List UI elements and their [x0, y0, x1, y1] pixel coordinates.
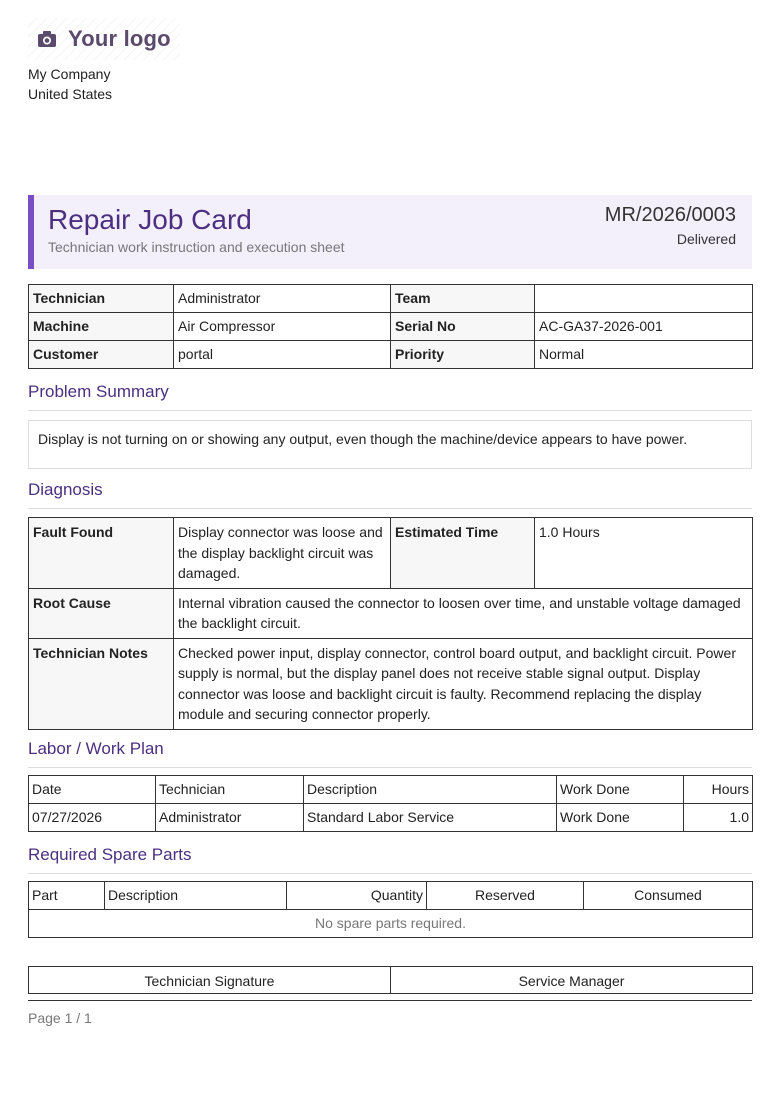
labor-heading: Labor / Work Plan [28, 739, 752, 768]
estimated-time-value: 1.0 Hours [535, 518, 753, 589]
labor-date: 07/27/2026 [29, 804, 156, 832]
info-table [28, 284, 753, 369]
technician-signature: Technician Signature [29, 967, 391, 994]
serial-label: Serial No [391, 313, 535, 341]
team-label: Team [391, 285, 535, 313]
table-header-row [29, 776, 753, 804]
column-header: Technician [156, 776, 304, 804]
column-header: Description [105, 882, 287, 910]
column-header: Description [304, 776, 557, 804]
root-cause-label: Root Cause [29, 588, 174, 638]
column-header: Hours [684, 776, 753, 804]
machine-label: Machine [29, 313, 174, 341]
customer-label: Customer [29, 341, 174, 369]
priority-label: Priority [391, 341, 535, 369]
technician-value: Administrator [174, 285, 391, 313]
logo-text: Your logo [68, 26, 171, 51]
document-title-box [28, 195, 752, 269]
problem-summary-heading: Problem Summary [28, 382, 752, 411]
table-header-row [29, 882, 753, 910]
column-header: Quantity [287, 882, 427, 910]
estimated-time-label: Estimated Time [391, 518, 535, 589]
camera-icon [36, 29, 64, 49]
column-header: Part [29, 882, 105, 910]
company-address [28, 64, 112, 104]
diagnosis-table [28, 517, 753, 730]
technician-notes-value: Checked power input, display connector, control board output, and backlight circuit. Power supply is normal, but the display panel does not receive stable signal output. Display connector was loose and backlight circuit is faulty. Recommend replacing the display module and securing connector properly. [174, 638, 753, 729]
company-name: My Company [28, 66, 111, 82]
machine-value: Air Compressor [174, 313, 391, 341]
table-row [29, 967, 753, 994]
column-header: Work Done [557, 776, 684, 804]
column-header: Reserved [427, 882, 584, 910]
serial-value: AC-GA37-2026-001 [535, 313, 753, 341]
diagnosis-heading: Diagnosis [28, 480, 752, 509]
labor-description: Standard Labor Service [304, 804, 557, 832]
team-value [535, 285, 753, 313]
column-header: Consumed [584, 882, 753, 910]
table-row [29, 285, 753, 313]
technician-label: Technician [29, 285, 174, 313]
company-logo [28, 18, 180, 60]
root-cause-value: Internal vibration caused the connector to loosen over time, and unstable voltage damaged the backlight circuit. [174, 588, 753, 638]
table-row [29, 588, 753, 638]
manager-signature: Service Manager [391, 967, 753, 994]
labor-work-done: Work Done [557, 804, 684, 832]
table-row [29, 804, 753, 832]
column-header: Date [29, 776, 156, 804]
labor-technician: Administrator [156, 804, 304, 832]
page-number: Page 1 / 1 [28, 1010, 92, 1026]
empty-parts-message: No spare parts required. [29, 910, 753, 938]
document-reference: MR/2026/0003 [604, 204, 736, 226]
spare-parts-table [28, 881, 753, 938]
spare-parts-heading: Required Spare Parts [28, 845, 752, 874]
table-row [29, 313, 753, 341]
document-title: Repair Job Card [48, 204, 252, 235]
labor-hours: 1.0 [684, 804, 753, 832]
company-country: United States [28, 86, 113, 102]
priority-value: Normal [535, 341, 753, 369]
status-badge: Delivered [676, 231, 736, 247]
technician-notes-label: Technician Notes [29, 638, 174, 729]
table-row [29, 638, 753, 729]
fault-found-label: Fault Found [29, 518, 174, 589]
table-row [29, 518, 753, 589]
problem-summary-text: Display is not turning on or showing any output, even though the machine/device appears to have power. [28, 420, 752, 469]
labor-table [28, 775, 753, 832]
table-row [29, 910, 753, 938]
customer-value: portal [174, 341, 391, 369]
fault-found-value: Display connector was loose and the display backlight circuit was damaged. [174, 518, 391, 589]
footer-divider [28, 1000, 752, 1001]
table-row [29, 341, 753, 369]
signature-table [28, 966, 753, 994]
document-subtitle: Technician work instruction and execution sheet [48, 239, 345, 255]
